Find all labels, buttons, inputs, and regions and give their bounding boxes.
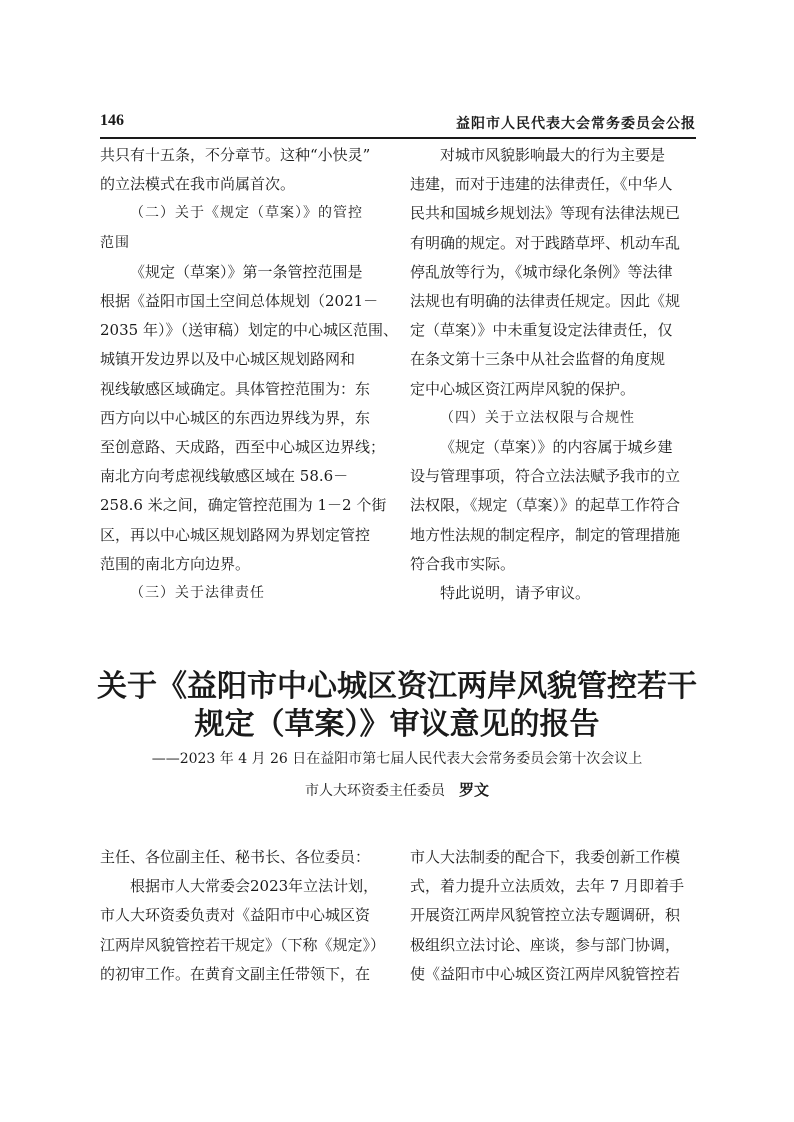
paragraph-line: 西方向以中心城区的东西边界线为界，东 xyxy=(100,408,371,427)
paragraph-line: 市人大法制委的配合下，我委创新工作模 xyxy=(410,848,681,866)
paragraph-line: 根据《益阳市国土空间总体规划（2021－ xyxy=(100,292,379,311)
article-title-line-1: 关于《益阳市中心城区资江两岸风貌管控若干 xyxy=(97,669,697,704)
paragraph-line: 《规定（草案）》第一条管控范围是 xyxy=(130,262,363,281)
paragraph-line: 区，再以中心城区规划路网为界划定管控 xyxy=(100,525,371,544)
paragraph-line: 符合我市实际。 xyxy=(410,554,516,573)
paragraph-line: 范围的南北方向边界。 xyxy=(100,554,251,573)
journal-name: 益阳市人民代表大会常务委员会公报 xyxy=(456,116,696,132)
paragraph-line: 在条文第十三条中从社会监督的角度规 xyxy=(410,350,666,369)
paragraph-line: 民共和国城乡规划法》等现有法律法规已 xyxy=(410,204,681,223)
page-header xyxy=(100,112,696,134)
paragraph-line: 城镇开发边界以及中心城区规划路网和 xyxy=(100,350,356,369)
article-subtitle: ——2023 年 4 月 26 日在益阳市第七届人民代表大会常务委员会第十次会议上 xyxy=(151,751,643,767)
paragraph-line: 法规也有明确的法律责任规定。因此《规 xyxy=(410,292,681,311)
paragraph-line: 的立法模式在我市尚属首次。 xyxy=(100,175,296,194)
top-right-column xyxy=(410,141,696,608)
top-left-column xyxy=(100,141,398,608)
paragraph-line: 南北方向考虑视线敏感区域在 58.6－ xyxy=(100,467,349,486)
paragraph-line: 2035 年）》（送审稿）划定的中心城区范围、 xyxy=(100,321,398,340)
paragraph-line: 式，着力提升立法质效，去年 7 月即着手 xyxy=(410,877,685,896)
section-heading-4: （四）关于立法权限与合规性 xyxy=(440,409,635,426)
article-title-line-2: 规定（草案）》审议意见的报告 xyxy=(194,707,600,742)
bottom-left-column xyxy=(100,843,386,989)
section-heading-2: （二）关于《规定（草案）》的管控 xyxy=(130,205,363,222)
paragraph-line: 使《益阳市中心城区资江两岸风貌管控若 xyxy=(410,964,681,983)
paragraph-line: 地方性法规的制定程序，制定的管理措施 xyxy=(410,525,681,544)
section-heading-2-cont: 范围 xyxy=(100,234,130,251)
paragraph-line: 视线敏感区域确定。具体管控范围为：东 xyxy=(100,379,371,398)
bottom-right-column xyxy=(410,843,696,989)
paragraph-line: 根据市人大常委会2023年立法计划， xyxy=(130,877,379,896)
paragraph-line: 停乱放等行为，《城市绿化条例》等法律 xyxy=(410,262,673,281)
salutation: 主任、各位副主任、秘书长、各位委员： xyxy=(100,848,371,866)
paragraph-line: 违建，而对于违建的法律责任，《中华人 xyxy=(410,175,673,194)
paragraph-line: 定（草案）》中未重复设定法律责任，仅 xyxy=(410,321,673,340)
closing-line: 特此说明，请予审议。 xyxy=(440,584,591,603)
paragraph-line: 《规定（草案）》的内容属于城乡建 xyxy=(440,438,673,457)
header-divider xyxy=(100,137,696,139)
article-title xyxy=(60,668,734,744)
author-line xyxy=(60,779,734,802)
paragraph-line: 定中心城区资江两岸风貌的保护。 xyxy=(410,379,636,398)
paragraph-line: 至创意路、天成路，西至中心城区边界线； xyxy=(100,438,386,457)
page-number: 146 xyxy=(100,112,124,129)
paragraph-line: 法权限，《规定（草案）》的起草工作符合 xyxy=(410,496,681,515)
paragraph-line: 极组织立法讨论、座谈，参与部门协调， xyxy=(410,935,681,954)
paragraph-line: 共只有十五条，不分章节。这种“小快灵” xyxy=(100,146,371,164)
paragraph-line: 开展资江两岸风貌管控立法专题调研，积 xyxy=(410,906,681,925)
paragraph-line: 的初审工作。在黄育文副主任带领下，在 xyxy=(100,964,371,983)
paragraph-line: 对城市风貌影响最大的行为主要是 xyxy=(440,146,666,164)
section-heading-3: （三）关于法律责任 xyxy=(130,585,265,602)
paragraph-line: 江两岸风貌管控若干规定》（下称《规定》） xyxy=(100,935,386,954)
paragraph-line: 有明确的规定。对于践踏草坪、机动车乱 xyxy=(410,233,681,252)
paragraph-line: 市人大环资委负责对《益阳市中心城区资 xyxy=(100,906,371,925)
paragraph-line: 258.6 米之间，确定管控范围为 1－2 个街 xyxy=(100,496,387,515)
author-role: 市人大环资委主任委员 xyxy=(304,783,445,799)
author-name: 罗文 xyxy=(458,781,489,799)
paragraph-line: 设与管理事项，符合立法法赋予我市的立 xyxy=(410,467,681,486)
